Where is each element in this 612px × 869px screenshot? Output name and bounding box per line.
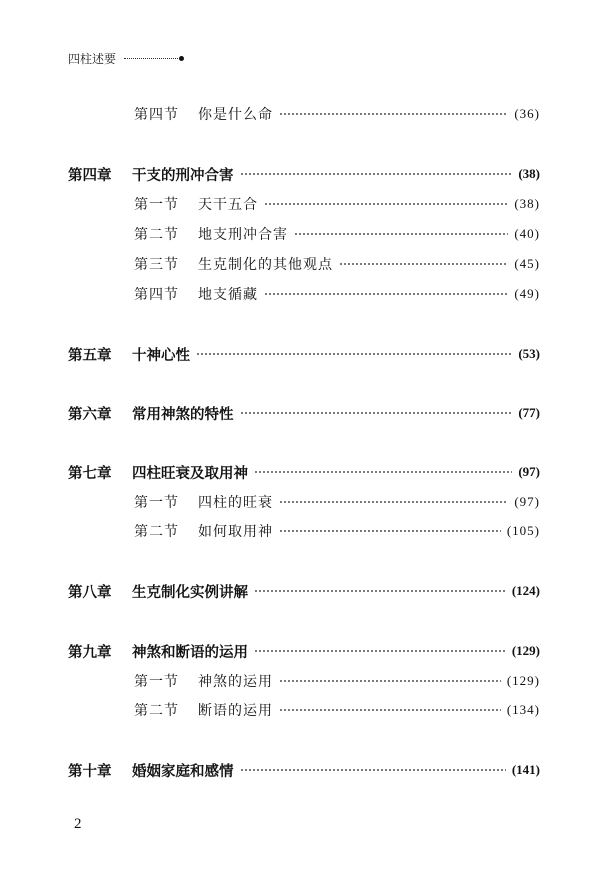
toc-entry-label: 第四节 xyxy=(134,107,179,123)
toc-entry-label: 第三节 xyxy=(134,257,179,273)
dot-leader xyxy=(240,769,506,771)
dot-leader xyxy=(339,263,508,265)
toc-entry-page: (38) xyxy=(518,166,540,181)
toc-entry-title: 常用神煞的特性 xyxy=(132,406,234,423)
toc-entry-title: 天干五合 xyxy=(198,197,258,213)
toc-entry-page: (134) xyxy=(506,702,540,717)
toc-section-entry xyxy=(134,253,540,275)
toc-entry-title: 神煞和断语的运用 xyxy=(132,644,248,661)
header-dot-ornament xyxy=(179,56,184,61)
dot-leader xyxy=(254,590,506,592)
toc-entry-page: (45) xyxy=(514,256,540,271)
dot-leader xyxy=(279,709,501,711)
toc-entry-page: (49) xyxy=(514,286,540,301)
dot-leader xyxy=(279,530,501,532)
toc-section-entry xyxy=(134,223,540,245)
toc-section-entry xyxy=(134,670,540,692)
toc-entry-label: 第一节 xyxy=(134,495,179,511)
toc-entry-page: (141) xyxy=(511,762,540,777)
toc-entry-title: 如何取用神 xyxy=(198,524,273,540)
dot-leader xyxy=(294,233,508,235)
toc-entry-page: (38) xyxy=(514,196,540,211)
running-header xyxy=(68,50,184,67)
toc-entry-label: 第一节 xyxy=(134,674,179,690)
dot-leader xyxy=(240,412,513,414)
dot-leader xyxy=(279,680,501,682)
toc-entry-title: 干支的刑冲合害 xyxy=(132,167,234,184)
dot-leader xyxy=(279,501,508,503)
toc-entry-label: 第一节 xyxy=(134,197,179,213)
toc-entry-label: 第八章 xyxy=(68,584,112,601)
toc-entry-label: 第十章 xyxy=(68,763,112,780)
page-number: 2 xyxy=(74,816,82,832)
toc-entry-label: 第六章 xyxy=(68,406,112,423)
toc-chapter-entry xyxy=(68,402,540,424)
toc-chapter-entry xyxy=(68,580,540,602)
toc-entry-page: (97) xyxy=(514,494,540,509)
toc-entry-page: (105) xyxy=(506,523,540,538)
toc-entry-page: (36) xyxy=(514,106,540,121)
toc-chapter-entry xyxy=(68,343,540,365)
toc-entry-title: 四柱旺衰及取用神 xyxy=(132,465,248,482)
toc-entry-page: (129) xyxy=(511,643,540,658)
toc-entry-label: 第二节 xyxy=(134,703,179,719)
toc-entry-label: 第四节 xyxy=(134,287,179,303)
toc-entry-label: 第九章 xyxy=(68,644,112,661)
dot-leader xyxy=(279,113,508,115)
toc-chapter-entry xyxy=(68,163,540,185)
dot-leader xyxy=(264,293,508,295)
toc-chapter-entry xyxy=(68,759,540,781)
toc-entry-title: 地支刑冲合害 xyxy=(198,227,288,243)
toc-entry-page: (129) xyxy=(506,673,540,688)
toc-entry-label: 第二节 xyxy=(134,227,179,243)
toc-entry-title: 四柱的旺衰 xyxy=(198,495,273,511)
toc-entry-title: 生克制化的其他观点 xyxy=(198,257,333,273)
dot-leader xyxy=(240,173,513,175)
toc-entry-page: (53) xyxy=(518,346,540,361)
toc-chapter-entry xyxy=(68,461,540,483)
header-rule xyxy=(124,58,178,59)
toc-section-entry xyxy=(134,699,540,721)
toc-chapter-entry xyxy=(68,640,540,662)
toc-section-entry xyxy=(134,520,540,542)
toc-entry-label: 第七章 xyxy=(68,465,112,482)
toc-section-entry xyxy=(134,103,540,125)
toc-entry-title: 地支循藏 xyxy=(198,287,258,303)
toc-entry-label: 第四章 xyxy=(68,167,112,184)
dot-leader xyxy=(254,471,512,473)
toc-section-entry xyxy=(134,491,540,513)
toc-entry-page: (77) xyxy=(518,405,540,420)
toc-entry-title: 生克制化实例讲解 xyxy=(132,584,248,601)
toc-entry-label: 第二节 xyxy=(134,524,179,540)
toc-section-entry xyxy=(134,283,540,305)
dot-leader xyxy=(254,650,506,652)
toc-entry-title: 十神心性 xyxy=(132,347,190,364)
dot-leader xyxy=(264,203,508,205)
toc-entry-page: (40) xyxy=(514,226,540,241)
toc-entry-page: (97) xyxy=(518,464,540,479)
toc-entry-title: 婚姻家庭和感情 xyxy=(132,763,234,780)
toc-entry-label: 第五章 xyxy=(68,347,112,364)
running-title: 四柱述要 xyxy=(68,52,117,66)
toc-section-entry xyxy=(134,193,540,215)
toc-entry-title: 神煞的运用 xyxy=(198,674,273,690)
toc-entry-page: (124) xyxy=(511,583,540,598)
toc-entry-title: 你是什么命 xyxy=(198,107,273,123)
toc-entry-title: 断语的运用 xyxy=(198,703,273,719)
dot-leader xyxy=(196,353,512,355)
